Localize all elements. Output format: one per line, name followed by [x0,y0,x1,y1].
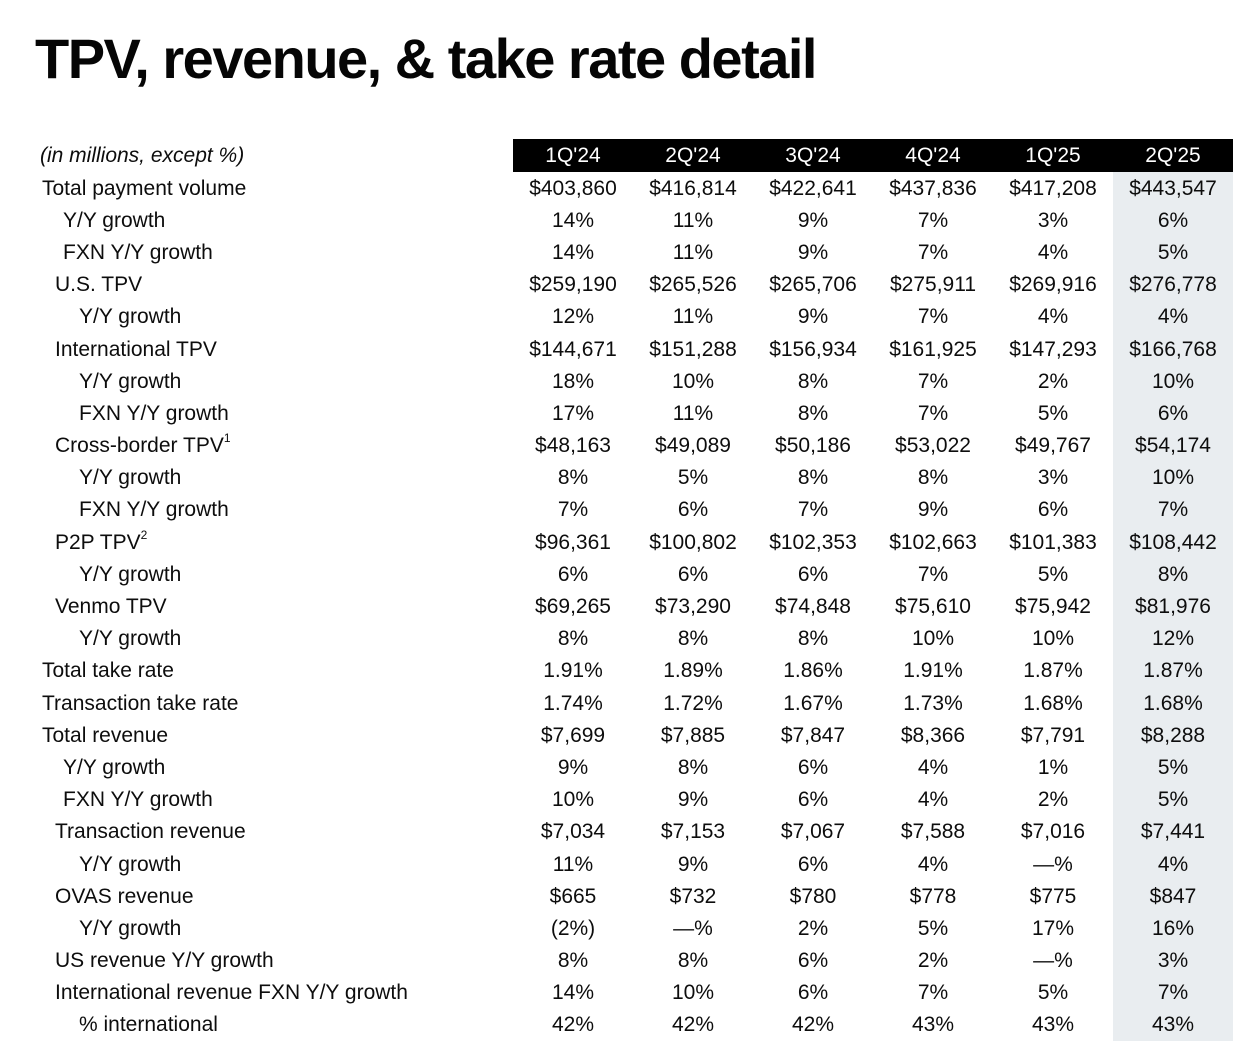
table-row [38,912,1233,944]
value-cell: $7,441 [1113,816,1233,848]
value-cell: 12% [1113,623,1233,655]
value-cell: 1.86% [783,659,843,683]
tpv-table [38,139,1233,1041]
row-label-text: OVAS revenue [55,884,194,908]
value-cell: $48,163 [535,434,611,458]
value-cell: 16% [1113,912,1233,944]
row-label [38,886,513,907]
value-cell: $7,153 [660,820,726,844]
value-cell: 4% [1037,305,1069,329]
value-cell: 11% [672,401,714,425]
value-cell: $443,547 [1113,172,1233,204]
value-cell: 4% [1113,301,1233,333]
value-cell: 7% [1113,494,1233,526]
row-label [38,499,513,520]
value-cell: 9% [677,788,709,812]
table-row [38,365,1233,397]
row-label [38,242,513,263]
value-cell: 6% [797,788,829,812]
value-cell: —% [1033,852,1073,876]
table-row [38,751,1233,783]
column-header-3: 3Q'24 [753,139,873,172]
value-cell: 6% [1113,397,1233,429]
row-label [38,757,513,778]
value-cell: $81,976 [1113,590,1233,622]
value-cell: $778 [909,884,957,908]
value-cell: $7,885 [660,723,726,747]
value-cell: 6% [677,498,709,522]
table-row [38,494,1233,526]
row-label-text: Y/Y growth [79,466,182,490]
value-cell: 8% [797,401,829,425]
value-cell: 42% [671,1013,715,1037]
value-cell: 7% [1113,977,1233,1009]
row-label [38,274,513,295]
table-row [38,430,1233,462]
value-cell: $50,186 [775,434,851,458]
value-cell: 6% [797,981,829,1005]
value-cell: 5% [1113,236,1233,268]
value-cell: 9% [917,498,949,522]
value-cell: $775 [1029,884,1077,908]
value-cell: 1.91% [543,659,603,683]
value-cell: 42% [791,1013,835,1037]
table-row [38,236,1233,268]
value-cell: 11% [672,208,714,232]
value-cell: 6% [1037,498,1069,522]
value-cell: 6% [797,755,829,779]
value-cell: $73,290 [655,595,731,619]
value-cell: $7,791 [1020,723,1086,747]
table-header-row [38,139,1233,172]
value-cell: 8% [917,466,949,490]
value-cell: (2%) [550,916,596,940]
row-label [38,403,513,424]
value-cell: $102,663 [889,530,977,554]
value-cell: $54,174 [1113,430,1233,462]
value-cell: 9% [797,208,829,232]
table-row [38,172,1233,204]
value-cell: $74,848 [775,595,851,619]
value-cell: 10% [1113,365,1233,397]
row-label [38,564,513,585]
table-row [38,977,1233,1009]
table-row [38,301,1233,333]
row-label [38,371,513,392]
value-cell: $847 [1113,880,1233,912]
row-label-text: Y/Y growth [79,305,182,329]
value-cell: $7,699 [540,723,606,747]
value-cell: 10% [911,627,955,651]
value-cell: 8% [1113,558,1233,590]
value-cell: 7% [797,498,829,522]
table-row [38,397,1233,429]
value-cell: 1.89% [663,659,723,683]
table-row [38,945,1233,977]
value-cell: 1% [1037,755,1069,779]
value-cell: 42% [551,1013,595,1037]
value-cell: $151,288 [649,337,737,361]
row-label [38,1014,513,1035]
value-cell: 43% [1113,1009,1233,1041]
footnote-marker: 2 [140,527,148,542]
row-label [38,467,513,488]
table-row [38,816,1233,848]
table-row [38,719,1233,751]
row-label-text: Y/Y growth [79,916,182,940]
value-cell: $437,836 [889,176,977,200]
row-label [38,431,513,458]
row-label-text: Total payment volume [42,176,247,200]
value-cell: 11% [552,852,594,876]
table-row [38,558,1233,590]
row-label-text: Total take rate [42,659,174,683]
value-cell: 5% [1037,981,1069,1005]
value-cell: 10% [1031,627,1075,651]
value-cell: $75,610 [895,595,971,619]
value-cell: 6% [797,562,829,586]
table-row [38,526,1233,558]
value-cell: 10% [551,788,595,812]
row-label-text: Transaction revenue [55,820,246,844]
row-label [38,210,513,231]
value-cell: $259,190 [529,273,617,297]
value-cell: $166,768 [1113,333,1233,365]
column-header-5: 1Q'25 [993,139,1113,172]
value-cell: 7% [917,401,949,425]
table-row [38,848,1233,880]
value-cell: 1.74% [543,691,603,715]
value-cell: $732 [669,884,717,908]
value-cell: 7% [917,208,949,232]
value-cell: 6% [797,949,829,973]
value-cell: 6% [1113,204,1233,236]
row-label [38,918,513,939]
value-cell: 5% [1037,562,1069,586]
value-cell: 10% [671,981,715,1005]
column-header-1: 1Q'24 [513,139,633,172]
table-row [38,590,1233,622]
value-cell: $422,641 [769,176,857,200]
row-label [38,339,513,360]
value-cell: 43% [911,1013,955,1037]
value-cell: 6% [797,852,829,876]
value-cell: $69,265 [535,595,611,619]
table-row [38,623,1233,655]
value-cell: 8% [797,369,829,393]
value-cell: 17% [551,401,595,425]
row-label-text: FXN Y/Y growth [63,788,213,812]
row-label-text: Y/Y growth [63,208,166,232]
value-cell: 12% [551,305,595,329]
row-label-text: U.S. TPV [55,273,143,297]
value-cell: 1.72% [663,691,723,715]
value-cell: $780 [789,884,837,908]
value-cell: 5% [917,916,949,940]
value-cell: $101,383 [1009,530,1097,554]
value-cell: 10% [671,369,715,393]
value-cell: $7,067 [780,820,846,844]
value-cell: $403,860 [529,176,617,200]
value-cell: 17% [1031,916,1075,940]
value-cell: 6% [557,562,589,586]
value-cell: $7,847 [780,723,846,747]
value-cell: $7,588 [900,820,966,844]
value-cell: 8% [677,949,709,973]
value-cell: 3% [1113,945,1233,977]
row-label [38,527,513,554]
table-row [38,462,1233,494]
value-cell: $102,353 [769,530,857,554]
value-cell: 1.87% [1113,655,1233,687]
value-cell: $265,526 [649,273,737,297]
value-cell: 9% [797,305,829,329]
table-row [38,880,1233,912]
value-cell: 4% [917,788,949,812]
value-cell: 1.68% [1023,691,1083,715]
row-label [38,693,513,714]
value-cell: 4% [1113,848,1233,880]
value-cell: 2% [797,916,829,940]
value-cell: 9% [797,240,829,264]
column-header-6: 2Q'25 [1113,139,1233,172]
value-cell: 8% [677,627,709,651]
row-label-text: US revenue Y/Y growth [55,949,274,973]
value-cell: 7% [557,498,589,522]
value-cell: —% [673,916,713,940]
row-label-text: Y/Y growth [79,562,182,586]
value-cell: 2% [917,949,949,973]
value-cell: 14% [551,240,595,264]
footnote-marker: 1 [223,431,231,446]
row-label-text: FXN Y/Y growth [79,498,229,522]
row-label [38,950,513,971]
value-cell: $8,366 [900,723,966,747]
value-cell: $49,767 [1015,434,1091,458]
value-cell: 11% [672,240,714,264]
row-label-text: FXN Y/Y growth [79,401,229,425]
value-cell: 6% [677,562,709,586]
row-label [38,628,513,649]
column-header-2: 2Q'24 [633,139,753,172]
table-row [38,687,1233,719]
page-title: TPV, revenue, & take rate detail [35,27,816,90]
value-cell: $269,916 [1009,273,1097,297]
table-row [38,269,1233,301]
value-cell: $108,442 [1113,526,1233,558]
row-label [38,821,513,842]
value-cell: 14% [551,208,595,232]
value-cell: 9% [557,755,589,779]
row-label-text: Y/Y growth [79,369,182,393]
value-cell: 3% [1037,208,1069,232]
value-cell: $100,802 [649,530,737,554]
value-cell: 9% [677,852,709,876]
value-cell: 5% [1037,401,1069,425]
row-label-text: P2P TPV [55,530,141,554]
row-label [38,854,513,875]
value-cell: 5% [1113,751,1233,783]
value-cell: $75,942 [1015,595,1091,619]
table-row [38,204,1233,236]
row-label-text: Transaction take rate [42,691,239,715]
value-cell: 2% [1037,369,1069,393]
value-cell: 5% [1113,784,1233,816]
table-row [38,655,1233,687]
row-label [38,178,513,199]
value-cell: 7% [917,562,949,586]
value-cell: 43% [1031,1013,1075,1037]
value-cell: 8% [557,466,589,490]
column-header-4: 4Q'24 [873,139,993,172]
value-cell: 8% [557,627,589,651]
value-cell: 10% [1113,462,1233,494]
value-cell: $417,208 [1009,176,1097,200]
value-cell: $147,293 [1009,337,1097,361]
table-row [38,784,1233,816]
value-cell: 4% [917,755,949,779]
row-label [38,306,513,327]
row-label-text: Total revenue [42,723,169,747]
value-cell: 2% [1037,788,1069,812]
value-cell: 7% [917,240,949,264]
value-cell: 8% [797,466,829,490]
value-cell: $416,814 [649,176,737,200]
value-cell: $7,034 [540,820,606,844]
value-cell: 18% [551,369,595,393]
row-label-text: Venmo TPV [55,595,167,619]
value-cell: 7% [917,369,949,393]
value-cell: 1.68% [1113,687,1233,719]
value-cell: 4% [917,852,949,876]
row-label [38,789,513,810]
value-cell: 8% [677,755,709,779]
value-cell: $53,022 [895,434,971,458]
value-cell: 1.67% [783,691,843,715]
value-cell: 7% [917,305,949,329]
value-cell: $156,934 [769,337,857,361]
value-cell: $49,089 [655,434,731,458]
value-cell: 3% [1037,466,1069,490]
value-cell: 1.91% [903,659,963,683]
value-cell: 11% [672,305,714,329]
value-cell: $665 [549,884,597,908]
value-cell: $8,288 [1113,719,1233,751]
value-cell: $96,361 [535,530,611,554]
value-cell: 5% [677,466,709,490]
row-label-text: FXN Y/Y growth [63,240,213,264]
table-row [38,1009,1233,1041]
value-cell: 7% [917,981,949,1005]
row-label [38,982,513,1003]
value-cell: 14% [551,981,595,1005]
value-cell: $275,911 [889,273,977,297]
value-cell: 1.87% [1023,659,1083,683]
row-label [38,660,513,681]
unit-note: (in millions, except %) [40,144,245,167]
value-cell: $161,925 [889,337,977,361]
row-label-text: % international [79,1013,218,1037]
value-cell: $144,671 [529,337,617,361]
row-label [38,596,513,617]
value-cell: $276,778 [1113,269,1233,301]
value-cell: $265,706 [769,273,857,297]
row-label-text: International TPV [55,337,217,361]
row-label-text: Y/Y growth [79,627,182,651]
value-cell: —% [1033,949,1073,973]
row-label-text: Cross-border TPV [55,434,224,458]
row-label [38,725,513,746]
value-cell: 8% [797,627,829,651]
value-cell: 4% [1037,240,1069,264]
value-cell: $7,016 [1020,820,1086,844]
row-label-text: Y/Y growth [63,755,166,779]
row-label-text: Y/Y growth [79,852,182,876]
table-row [38,333,1233,365]
value-cell: 1.73% [903,691,963,715]
row-label-text: International revenue FXN Y/Y growth [55,981,408,1005]
value-cell: 8% [557,949,589,973]
